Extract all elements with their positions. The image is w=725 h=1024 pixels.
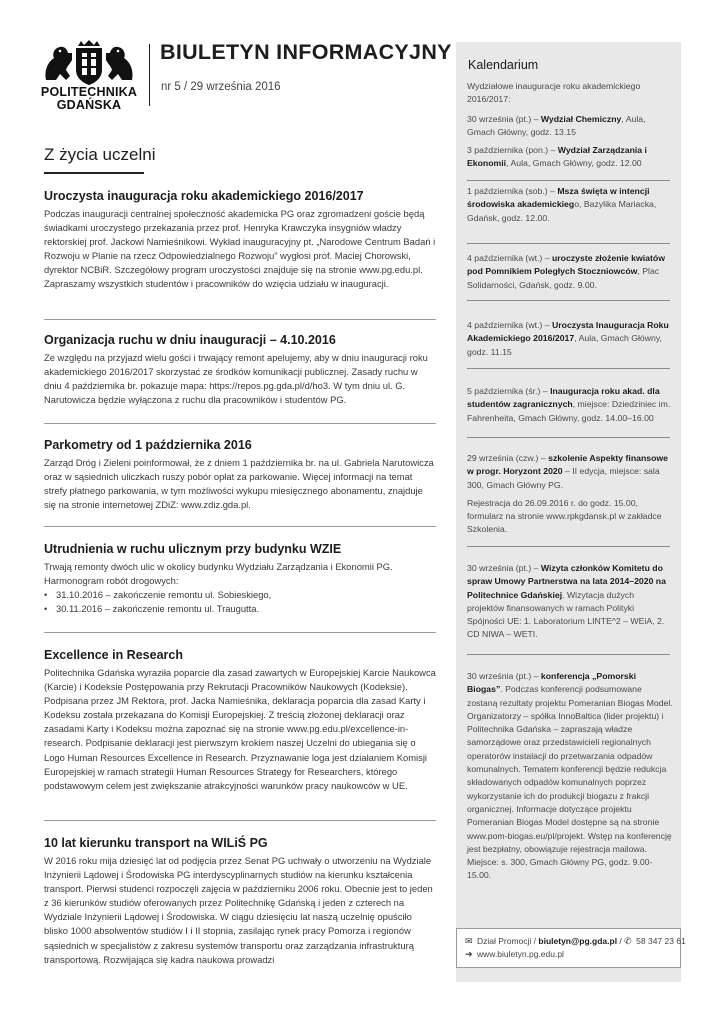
calendar-entry-committee-visit — [467, 562, 673, 642]
road-works-schedule — [44, 588, 436, 616]
calendar-divider — [467, 180, 670, 181]
calendar-entry: 1 października (sob.) – Msza święta w intencji środowiska akademickiego, Bazylika Mariacka, Gdańsk, godz. 12.00. — [467, 186, 657, 223]
calendar-entry: 4 października (wt.) – Uroczysta Inauguracja Roku Akademickiego 2016/2017, Aula, Gmach Główny, godz. 11.15 — [467, 320, 669, 357]
calendar-entry: 3 października (pon.) – Wydział Zarządzania i Ekonomii, Aula, Gmach Główny, godz. 12.00 — [467, 145, 647, 169]
article-title: Excellence in Research — [44, 648, 183, 662]
calendar-sidebar — [456, 42, 686, 982]
calendar-entry-biogas-conference — [467, 670, 673, 883]
calendar-entry: 30 września (pt.) – konferencja „Pomorski Biogas”. Podczas konferencji podsumowane zostaną rezultaty projektu Pomeranian Biogas Model. Organizatorzy – spółka InnoBaltica (lider projektu) i Politechnika Gdańska – zapraszają władze samorządowe oraz przedstawicieli regionalnych operatorów instalacji do przetwarzania odpadów komunalnych. Tematem konferencji będzie redukcja składowanych odpadów komunalnych poprzez wykorzystanie ich do produkcji biogazu z frakcji organicznej. Informacje dotyczące projektu Pomeranian Biogas Model dostępne są na stronie www.pom-biogas.eu/pl/projekt. Wstęp na konferencję jest bezpłatny, obowiązuje rejestracja mailowa. Miejsce: s. 300, Gmach Główny PG, godz. 9.00-15.00. — [467, 671, 673, 881]
calendar-entry-registration: Rejestracja do 26.09.2016 r. do godz. 15.00, formularz na stronie www.rpkgdansk.pl w zakładce Szkolenia. — [467, 497, 662, 535]
article-title: Utrudnienia w ruchu ulicznym przy budynku WZIE — [44, 542, 342, 556]
phone-icon: ✆ — [624, 936, 632, 946]
list-item: • 31.10.2016 – zakończenie remontu ul. Sobieskiego, — [44, 588, 436, 602]
calendar-entry: 30 września (pt.) – Wizyta członków Komitetu do spraw Umowy Partnerstwa na lata 2014–2020 na Politechnice Gdańskiej. Wizytacja dużych projektów finansowanych w ramach Polityki Spójności UE: 1. Laboratorium LINTE^2 – WEiA, 2. CD NIWA – WETI. — [467, 563, 666, 640]
contact-line: ✉ Dział Promocji / biuletyn@pg.gda.pl / ✆ 58 347 23 61 — [465, 936, 686, 946]
coat-of-arms-emblem-icon — [40, 40, 138, 86]
article-body: Ze względu na przyjazd wielu gości i trwający remont apelujemy, aby w dniu inauguracji roku akademickiego 2016/2017 skorzystać ze środków komunikacji publicznej. Zasady ruchu w dniu 4 października br. pokazuje mapa: https://repos.pg.gda.pl/d/ho3. W tym dniu ul. G. Narutowicza będzie wyłączona z ruchu dla pracowników i studentów PG. — [44, 352, 428, 406]
calendar-entry-mass — [467, 185, 673, 225]
contact-phone: 58 347 23 61 — [636, 936, 686, 946]
calendar-title: Kalendarium — [468, 58, 539, 72]
article-divider — [44, 423, 436, 424]
article-traffic-organisation — [44, 332, 436, 407]
bulletin-website-link[interactable]: www.biuletyn.pg.edu.pl — [477, 949, 564, 959]
article-title: Organizacja ruchu w dniu inauguracji – 4.10.2016 — [44, 333, 336, 347]
section-title: Z życia uczelni — [44, 145, 156, 164]
list-item: • 30.11.2016 – zakończenie remontu ul. Traugutta. — [44, 602, 436, 616]
calendar-entry: 4 października (wt.) – uroczyste złożenie kwiatów pod Pomnikiem Poległych Stoczniowców, Plac Solidarności, Gdańsk, godz. 9.00. — [467, 253, 665, 290]
article-divider — [44, 632, 436, 633]
article-body: Trwają remonty dwóch ulic w okolicy budynku Wydziału Zarządzania i Ekonomii PG. Harmonogram robót drogowych: — [44, 561, 393, 587]
calendar-divider — [467, 243, 670, 244]
article-inauguration — [44, 188, 436, 292]
article-title: Parkometry od 1 października 2016 — [44, 438, 252, 452]
article-title: 10 lat kierunku transport na WILiŚ PG — [44, 836, 268, 850]
article-parking-meters — [44, 437, 436, 512]
article-transport-anniversary — [44, 835, 436, 967]
calendar-faculty-inaugurations — [467, 80, 673, 171]
calendar-entry-horizon-training — [467, 452, 673, 537]
article-excellence-in-research — [44, 647, 436, 793]
article-divider — [44, 820, 436, 821]
calendar-divider — [467, 546, 670, 547]
article-road-works — [44, 541, 436, 616]
contact-box — [456, 928, 686, 968]
calendar-entry-foreign-students — [467, 385, 673, 425]
article-body-closing: Zapraszamy wszystkich studentów i pracowników do wzięcia udziału w inauguracji. — [44, 278, 389, 290]
calendar-entry: 5 października (śr.) – Inauguracja roku akad. dla studentów zagranicznych, miejsce: Dziedziniec im. Fahrenheita, Gmach Główny, godz. 14.00–16.00 — [467, 386, 671, 423]
contact-email-link[interactable]: biuletyn@pg.gda.pl — [538, 936, 618, 946]
section-title-underline — [44, 172, 144, 174]
contact-department: Dział Promocji / — [477, 936, 539, 946]
article-divider — [44, 319, 436, 320]
article-divider — [44, 526, 436, 527]
calendar-entry-flowers — [467, 252, 673, 292]
calendar-divider — [467, 654, 670, 655]
calendar-divider — [467, 368, 670, 369]
article-body: Politechnika Gdańska wyraziła poparcie dla zasad zawartych w Europejskiej Karcie Naukowca (Karcie) i Kodeksie Postępowania przy Rekrutacji Pracowników Naukowych (Kodeksie). Podpisana przez JM Rektora, prof. Jacka Namieśnika, deklaracja poparcia dla zasad Karty i Kodeksu została przekazana do Komisji Europejskiej. Z treścią złożonej deklaracji oraz zasadami Karty i Kodeksu można zapoznać się na stronie www.pg.edu.pl/excellence-in-research. Podpisanie deklaracji jest pierwszym krokiem naszej Uczelni do ubiegania się o Logo Human Resources Excellence in Research. Przyznawanie loga jest działaniem Komisji Europejskiej w ramach strategii Human Resources Strategy for Researchers, którego podstawowym celem jest zwiększanie atrakcyjności warunków pracy naukowców w UE. — [44, 667, 436, 791]
article-body: W 2016 roku mija dziesięć lat od podjęcia przez Senat PG uchwały o utworzeniu na Wydziale Inżynierii Lądowej i Środowiska PG interdyscyplinarnych studiów na kierunku kształcenia transport. Pierwsi studenci rozpoczęli zajęcia w październiku 2006 roku. Obecnie jest to jeden z 36 kierunków studiów oferowanych przez Politechnikę Gdańską i jeden z czterech na Wydziale Inżynierii Lądowej i Środowiska. W ciągu dziesięciu lat naszą uczelnię opuściło blisko 1000 absolwentów studiów I i II stopnia, zasilając rynek pracy Pomorza i regionów sąsiednich w specjalistów z zakresu systemów transportu oraz zarządzania infrastrukturą transportową. Rozwijająca się kadra naukowa prowadzi — [44, 855, 433, 965]
contact-line — [465, 948, 672, 961]
envelope-icon: ✉ — [465, 936, 473, 946]
calendar-divider — [467, 437, 670, 438]
article-body: Podczas inauguracji centralnej społeczność akademicka PG oraz zgromadzeni goście będą świadkami uroczystego przekazania przez prof. Henryka Krawczyka insygniów władzy rektorskiej prof. Jackowi Namieśnikowi. Wykład inauguracyjny pt. „Narodowe Centrum Badań i Rozwoju w Planie na rzecz Odpowiedzialnego Rozwoju” wygłosi prof. Maciej Chorowski, dyrektor NCBiR. Szczegółowy program uroczystości znajduje się na stronie www.pg.edu.pl. — [44, 208, 436, 276]
bulletin-title: BIULETYN INFORMACYJNY — [160, 40, 452, 64]
calendar-entry: 30 września (pt.) – Wydział Chemiczny, Aula, Gmach Główny, godz. 13.15 — [467, 113, 646, 137]
calendar-intro: Wydziałowe inauguracje roku akademickiego 2016/2017: — [467, 81, 641, 105]
article-body: Zarząd Dróg i Zieleni poinformował, że z dniem 1 października br. na ul. Gabriela Narutowicza oraz w sąsiednich uliczkach ruszy pobór opłat za parkowanie. Więcej informacji na temat strefy płatnego parkowania, w tym możliwości wykupu miesięcznego abonamentu, znajduje się na stronie internetowej ZDiZ: www.zdiz.gda.pl. — [44, 457, 434, 511]
logo-text-line1: POLITECHNIKA — [40, 85, 138, 99]
calendar-entry: 29 września (czw.) – szkolenie Aspekty finansowe w progr. Horyzont 2020 – II edycja, miejsce: sala 300, Gmach Główny PG. — [467, 453, 669, 490]
calendar-entry-main-inauguration — [467, 319, 673, 359]
article-title: Uroczysta inauguracja roku akademickiego 2016/2017 — [44, 189, 364, 203]
header-divider — [149, 44, 150, 106]
calendar-divider — [467, 300, 670, 301]
logo-text-line2: GDAŃSKA — [56, 98, 122, 112]
arrow-right-icon: ➔ — [465, 949, 473, 959]
bulletin-issue: nr 5 / 29 września 2016 — [161, 81, 281, 93]
university-logo — [40, 40, 138, 126]
